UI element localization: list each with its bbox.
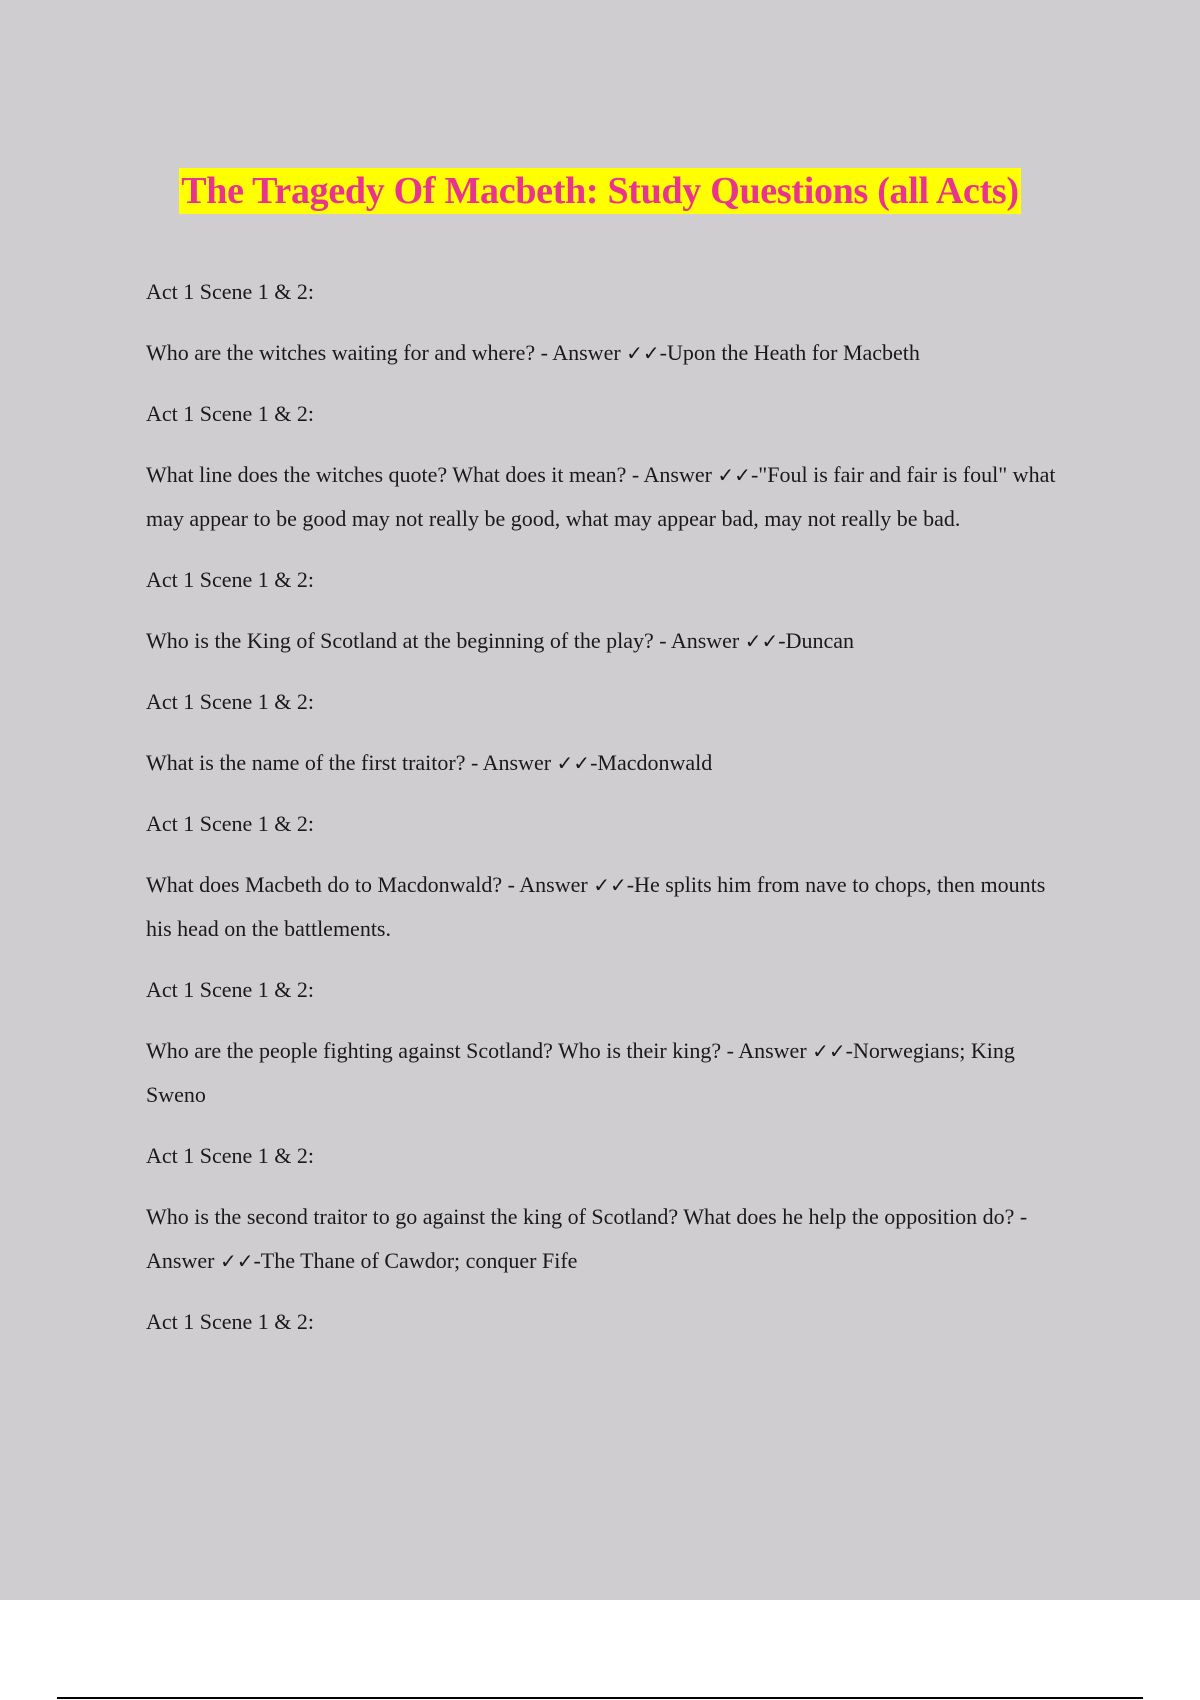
qa-item [146, 863, 1076, 951]
qa-item [146, 331, 1076, 375]
scene-heading: Act 1 Scene 1 & 2: [146, 1143, 315, 1168]
scene-heading: Act 1 Scene 1 & 2: [146, 401, 315, 426]
check-mark-icon: ✓✓ [812, 1039, 846, 1063]
check-mark-icon: ✓✓ [219, 1249, 254, 1273]
answer-text: -"Foul is fair and fair is foul" what may appear to be good may not really be good, what may appear bad, may not really be bad. [146, 462, 1056, 531]
answer-text: -Duncan [778, 628, 855, 653]
question-text: What line does the witches quote? What does it mean? - Answer [146, 462, 718, 487]
qa-item [146, 1029, 1076, 1117]
check-mark-icon: ✓✓ [556, 751, 591, 775]
scene-heading: Act 1 Scene 1 & 2: [146, 1309, 315, 1334]
check-mark-icon: ✓✓ [593, 873, 627, 897]
question-text: Who is the second traitor to go against the king of Scotland? What does he help the opposition do? - Answer [146, 1204, 1028, 1273]
question-text: Who are the people fighting against Scotland? Who is their king? - Answer [146, 1038, 813, 1063]
scene-heading: Act 1 Scene 1 & 2: [146, 811, 315, 836]
footer-divider [57, 1697, 1143, 1699]
qa-item [146, 619, 1076, 663]
scene-heading: Act 1 Scene 1 & 2: [146, 977, 315, 1002]
question-text: What is the name of the first traitor? - Answer [146, 750, 557, 775]
question-text: Who are the witches waiting for and where? - Answer [146, 340, 627, 365]
qa-list [146, 270, 1076, 1361]
document-title: The Tragedy Of Macbeth: Study Questions (all Acts) [181, 170, 1019, 212]
answer-text: -Upon the Heath for Macbeth [659, 340, 920, 365]
answer-text: -He splits him from nave to chops, then mounts his head on the battlements. [146, 872, 1046, 941]
qa-item [146, 1195, 1076, 1283]
qa-item [146, 741, 1076, 785]
check-mark-icon: ✓✓ [744, 629, 779, 653]
qa-item [146, 453, 1076, 541]
answer-text: -Norwegians; King Sweno [146, 1038, 1015, 1107]
title-wrap [0, 168, 1200, 214]
answer-text: -The Thane of Cawdor; conquer Fife [253, 1248, 578, 1273]
scene-heading: Act 1 Scene 1 & 2: [146, 567, 315, 592]
check-mark-icon: ✓✓ [626, 341, 660, 365]
scene-heading: Act 1 Scene 1 & 2: [146, 689, 315, 714]
question-text: Who is the King of Scotland at the beginning of the play? - Answer [146, 628, 745, 653]
scene-heading: Act 1 Scene 1 & 2: [146, 279, 315, 304]
question-text: What does Macbeth do to Macdonwald? - Answer [146, 872, 594, 897]
check-mark-icon: ✓✓ [717, 463, 751, 487]
answer-text: -Macdonwald [590, 750, 713, 775]
